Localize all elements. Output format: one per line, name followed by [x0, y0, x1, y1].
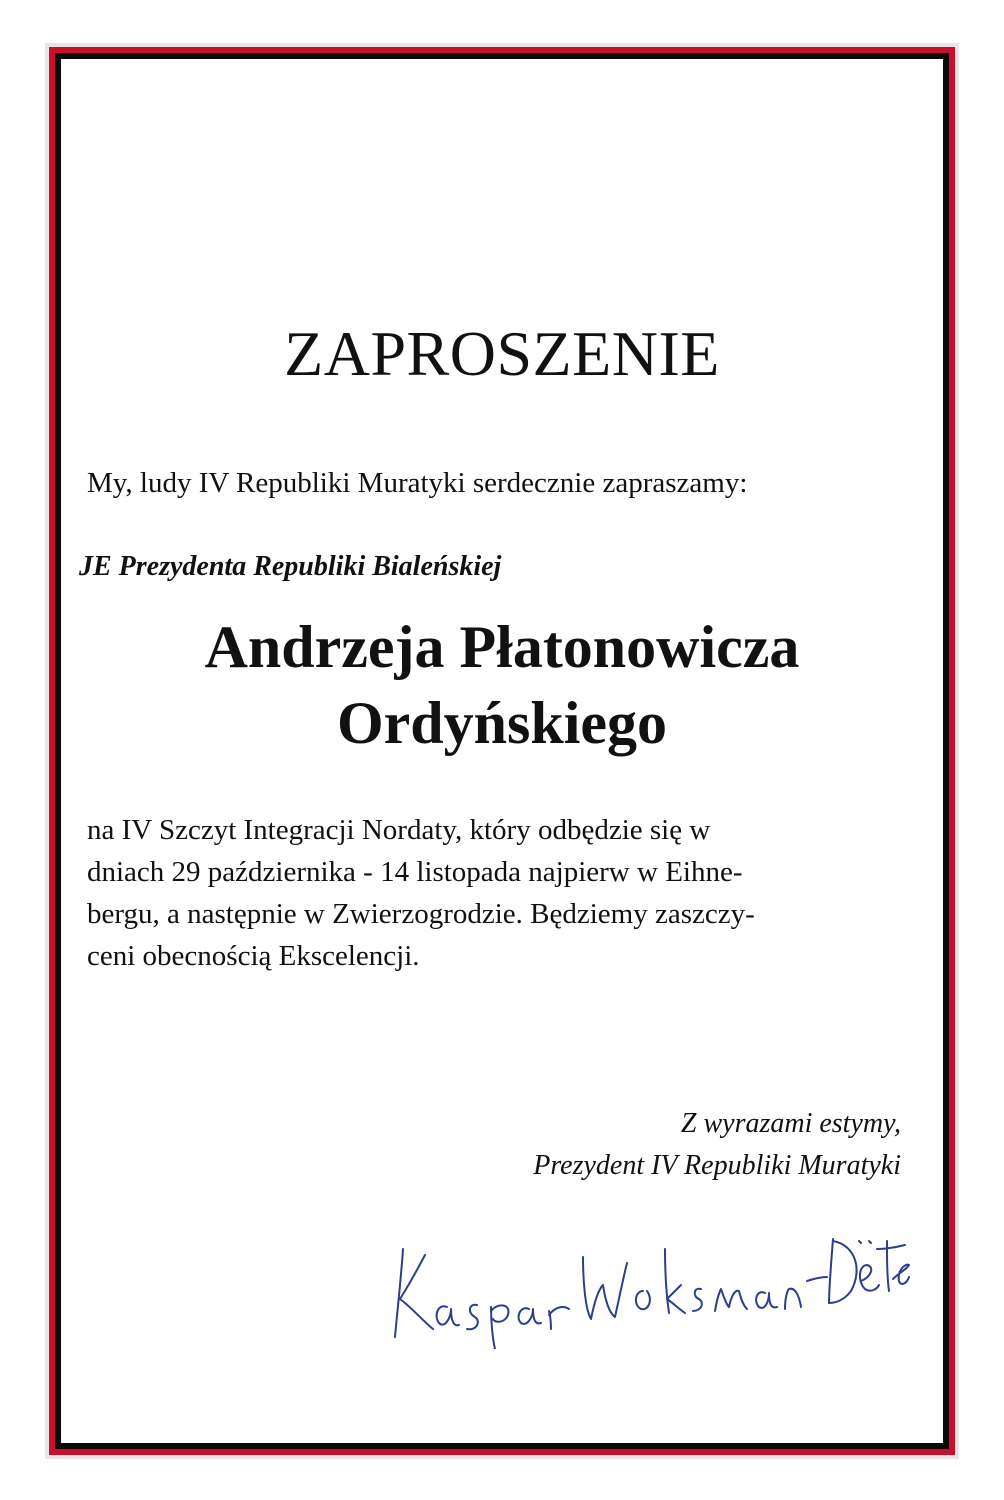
invitation-title: ZAPROSZENIE: [284, 318, 720, 389]
guest-name: [61, 609, 943, 761]
invitation-card: [61, 59, 943, 1443]
body-line: bergu, a następnie w Zwierzogrodzie. Będziemy zaszczy-: [87, 898, 755, 930]
invitation-body: [87, 809, 907, 977]
outer-frame: [45, 43, 959, 1459]
red-border: [49, 47, 955, 1455]
handwritten-signature: [381, 1219, 911, 1349]
signatory-title: Prezydent IV Republiki Muratyki: [533, 1150, 901, 1181]
guest-name-line: Ordyńskiego: [336, 690, 668, 756]
body-line: ceni obecnością Ekscelencji.: [87, 940, 420, 972]
closing-block: [533, 1103, 901, 1187]
guest-honorific: JE Prezydenta Republiki Bialeńskiej: [79, 551, 502, 582]
body-line: na IV Szczyt Integracji Nordaty, który odbędzie się w: [87, 814, 711, 846]
black-border: [55, 53, 949, 1449]
guest-name-line: Andrzeja Płatonowicza: [204, 614, 800, 680]
intro-text: My, ludy IV Republiki Muratyki serdecznie zapraszamy:: [87, 467, 748, 499]
closing-line: Z wyrazami estymy,: [680, 1108, 901, 1139]
body-line: dniach 29 października - 14 listopada najpierw w Eihne-: [87, 856, 743, 888]
